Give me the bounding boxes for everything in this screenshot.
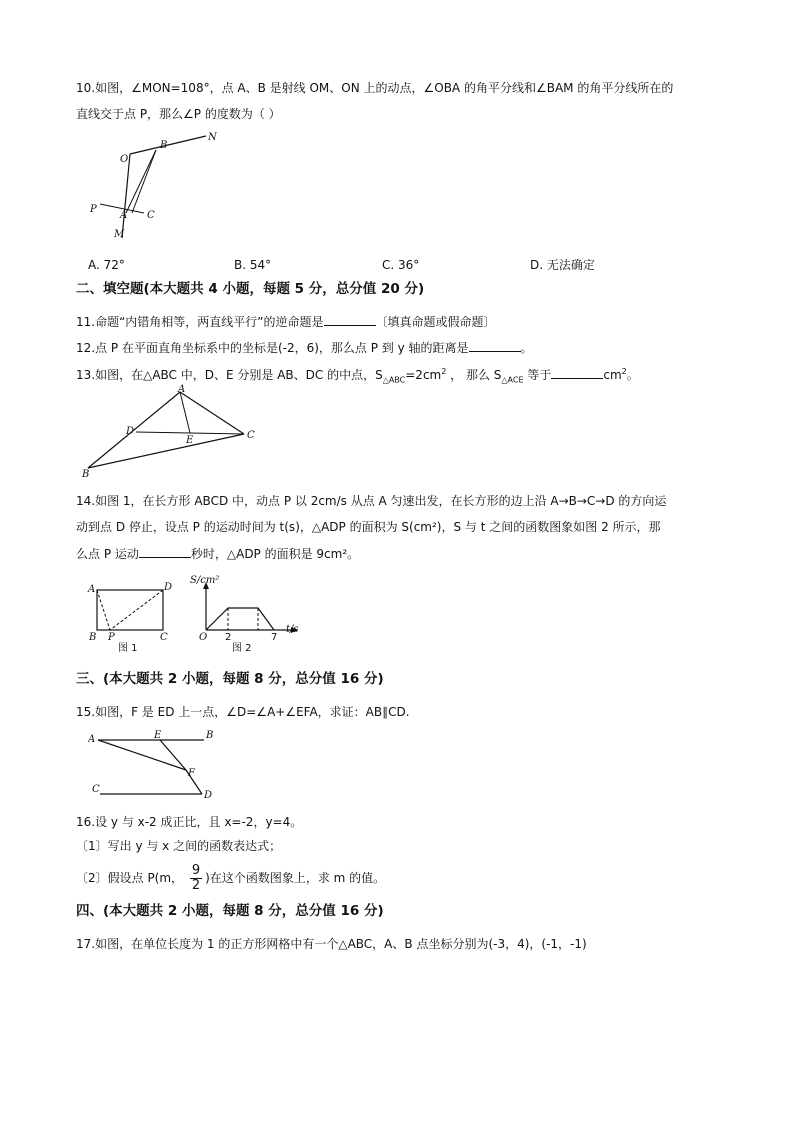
q17-text: 17.如图，在单位长度为 1 的正方形网格中有一个△ABC，A、B 点坐标分别为(-3，4)，(-1，-1)	[76, 937, 587, 951]
q16-fraction	[190, 864, 202, 893]
q13-label-c: C	[247, 430, 255, 441]
q10-label-m: M	[114, 229, 125, 240]
q11-pre: 11.命题“内错角相等，两直线平行”的逆命题是	[76, 315, 324, 329]
q13-mid2: ， 那么 S	[446, 368, 502, 382]
q13-figure	[80, 384, 265, 479]
q10-line2: 直线交于点 P，那么∠P 的度数为（ ）	[76, 107, 281, 121]
q10-label-b: B	[160, 140, 168, 151]
q10-option-a: A. 72°	[88, 258, 125, 272]
q15-label-e: E	[154, 730, 162, 741]
q14-line3-post: 秒时，△ADP 的面积是 9cm²。	[190, 547, 360, 561]
q10-option-d: D. 无法确定	[530, 258, 595, 272]
q10-label-o: O	[120, 154, 129, 165]
q10-label-p: P	[90, 204, 97, 215]
q14-figure1	[86, 578, 178, 654]
q13-label-b: B	[82, 469, 90, 479]
q14-line1: 14.如图 1，在长方形 ABCD 中，动点 P 以 2cm/s 从点 A 匀速出发，在长方形的边上沿 A→B→C→D 的方向运	[76, 494, 667, 508]
q14-figure2	[190, 572, 306, 654]
q14-blank	[139, 545, 191, 558]
q16-text: 16.设 y 与 x-2 成正比，且 x=-2，y=4。	[76, 815, 303, 829]
q15-figure	[88, 728, 226, 800]
q14-fig1-label-b: B	[89, 632, 97, 643]
q14-fig1-label-a: A	[88, 584, 96, 595]
q14-fig1-label-d: D	[164, 582, 173, 593]
q14-fig2-origin: O	[199, 632, 208, 643]
section3-title: 三、(本大题共 2 小题，每题 8 分，总分值 16 分)	[76, 671, 384, 687]
q14-line3	[76, 545, 359, 562]
q14-fig2-xlabel: t/s	[286, 624, 299, 635]
q15-label-f: F	[188, 768, 195, 779]
q11-post: 〔填真命题或假命题〕	[375, 315, 496, 329]
q16-part2	[76, 862, 385, 894]
q13-label-d: D	[126, 426, 135, 437]
q11	[76, 313, 496, 330]
q15-label-a: A	[88, 734, 96, 745]
q13-label-e: E	[186, 435, 194, 446]
q12-post: 。	[520, 341, 533, 355]
q14-fig2-tick-7: 7	[271, 632, 278, 643]
q10-label-c: C	[147, 210, 155, 221]
q14-line3-pre: 么点 P 运动	[76, 547, 139, 561]
q13-mid3: 等于	[523, 368, 552, 382]
q13-sup1: 2	[441, 367, 447, 376]
q14-fig1-label-p: P	[108, 632, 115, 643]
q16-part2-pre: 〔2〕假设点 P(m，	[76, 871, 184, 885]
q10-label-a: A	[120, 210, 128, 221]
q10-figure	[84, 128, 224, 243]
q10-option-c: C. 36°	[382, 258, 420, 272]
q12	[76, 339, 533, 356]
q10-line1: 10.如图，∠MON=108°，点 A、B 是射线 OM、ON 上的动点，∠OBA 的角平分线和∠BAM 的角平分线所在的	[76, 81, 674, 95]
q13-sup2: 2	[621, 367, 627, 376]
q10-label-n: N	[208, 132, 217, 143]
q14-fig1-caption: 图 1	[118, 643, 138, 654]
section2-title: 二、填空题(本大题共 4 小题，每题 5 分，总分值 20 分)	[76, 281, 425, 297]
q16-fraction-denominator: 2	[191, 878, 201, 893]
q12-pre: 12.点 P 在平面直角坐标系中的坐标是(-2，6)，那么点 P 到 y 轴的距离是	[76, 341, 469, 355]
q10-option-b: B. 54°	[234, 258, 272, 272]
q16-part1: 〔1〕写出 y 与 x 之间的函数表达式；	[76, 839, 282, 853]
q13-sub-ace: △ACE	[501, 375, 524, 385]
q16-fraction-numerator: 9	[191, 863, 201, 878]
q13-blank	[551, 366, 603, 379]
q13-label-a: A	[178, 384, 186, 395]
q14-fig2-ylabel: S/cm²	[190, 575, 220, 586]
q12-blank	[469, 339, 521, 352]
q14-fig2-caption: 图 2	[232, 643, 252, 654]
q13-mid: =2cm	[405, 368, 442, 382]
q14-fig1-label-c: C	[160, 632, 168, 643]
section4-title: 四、(本大题共 2 小题，每题 8 分，总分值 16 分)	[76, 903, 384, 919]
q14-fig2-tick-2: 2	[225, 632, 232, 643]
q11-blank	[324, 313, 376, 326]
q16-part2-post: )在这个函数图象上，求 m 的值。	[205, 871, 386, 885]
q14-line2: 动到点 D 停止，设点 P 的运动时间为 t(s)，△ADP 的面积为 S(cm²)，S 与 t 之间的函数图象如图 2 所示，那	[76, 520, 661, 534]
q13-sub-abc: △ABC	[382, 375, 406, 385]
q15-text: 15.如图，F 是 ED 上一点，∠D=∠A+∠EFA，求证：AB∥CD.	[76, 705, 410, 719]
q15-label-b: B	[206, 730, 214, 741]
q15-label-c: C	[92, 784, 100, 795]
q13-pre: 13.如图，在△ABC 中，D、E 分别是 AB、DC 的中点，S	[76, 368, 383, 382]
q13-end: 。	[626, 368, 639, 382]
q15-label-d: D	[204, 790, 213, 800]
q13-post: cm	[603, 368, 622, 382]
